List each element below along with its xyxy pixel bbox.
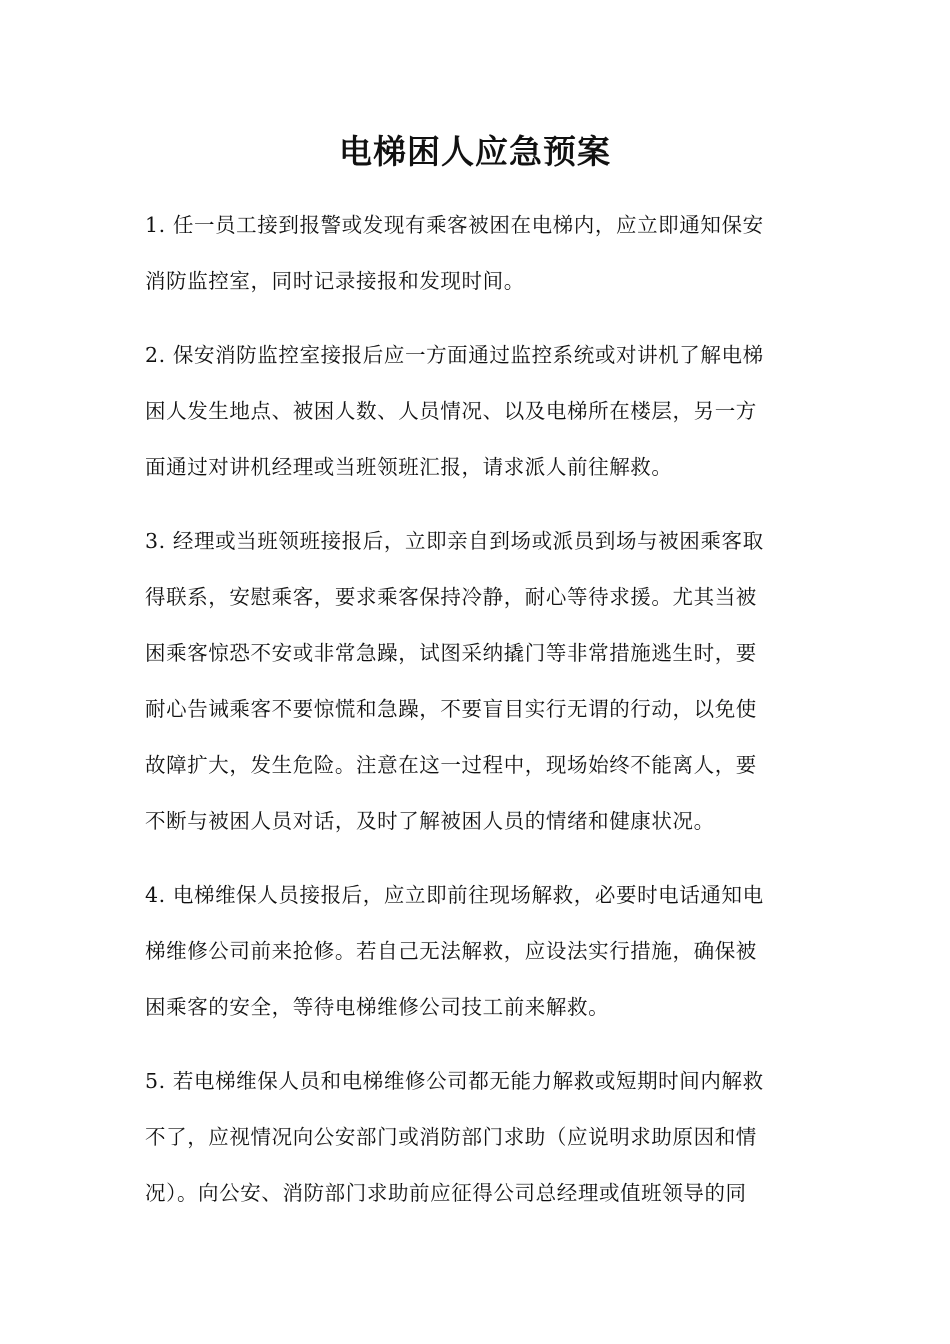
paragraph-line: 1. 任一员工接到报警或发现有乘客被困在电梯内，应立即通知保安 (145, 213, 764, 237)
paragraph-2 (145, 327, 805, 495)
paragraph-line: 困乘客的安全，等待电梯维修公司技工前来解救。 (145, 995, 610, 1019)
document-body (145, 197, 805, 1239)
paragraph-3 (145, 513, 805, 849)
paragraph-line: 2. 保安消防监控室接报后应一方面通过监控系统或对讲机了解电梯 (145, 343, 764, 367)
paragraph-line: 不了，应视情况向公安部门或消防部门求助（应说明求助原因和情 (145, 1125, 757, 1149)
paragraph-4 (145, 867, 805, 1035)
paragraph-line: 况）。向公安、消防部门求助前应征得公司总经理或值班领导的同 (145, 1181, 747, 1205)
paragraph-line: 5. 若电梯维保人员和电梯维修公司都无能力解救或短期时间内解救 (145, 1069, 764, 1093)
paragraph-line: 4. 电梯维保人员接报后，应立即前往现场解救，必要时电话通知电 (145, 883, 764, 907)
paragraph-line: 得联系，安慰乘客，要求乘客保持冷静，耐心等待求援。尤其当被 (145, 585, 757, 609)
paragraph-1 (145, 197, 805, 309)
paragraph-5 (145, 1053, 805, 1221)
paragraph-line: 困人发生地点、被困人数、人员情况、以及电梯所在楼层，另一方 (145, 399, 757, 423)
paragraph-line: 消防监控室，同时记录接报和发现时间。 (145, 269, 525, 293)
paragraph-line: 3. 经理或当班领班接报后，立即亲自到场或派员到场与被困乘客取 (145, 529, 764, 553)
paragraph-line: 故障扩大，发生危险。注意在这一过程中，现场始终不能离人，要 (145, 753, 757, 777)
paragraph-line: 梯维修公司前来抢修。若自己无法解救，应设法实行措施，确保被 (145, 939, 757, 963)
paragraph-line: 耐心告诫乘客不要惊慌和急躁，不要盲目实行无谓的行动，以免使 (145, 697, 757, 721)
document-title: 电梯困人应急预案 (339, 132, 611, 171)
paragraph-line: 面通过对讲机经理或当班领班汇报，请求派人前往解救。 (145, 455, 673, 479)
paragraph-line: 困乘客惊恐不安或非常急躁，试图采纳撬门等非常措施逃生时，要 (145, 641, 757, 665)
paragraph-line: 不断与被困人员对话，及时了解被困人员的情绪和健康状况。 (145, 809, 715, 833)
